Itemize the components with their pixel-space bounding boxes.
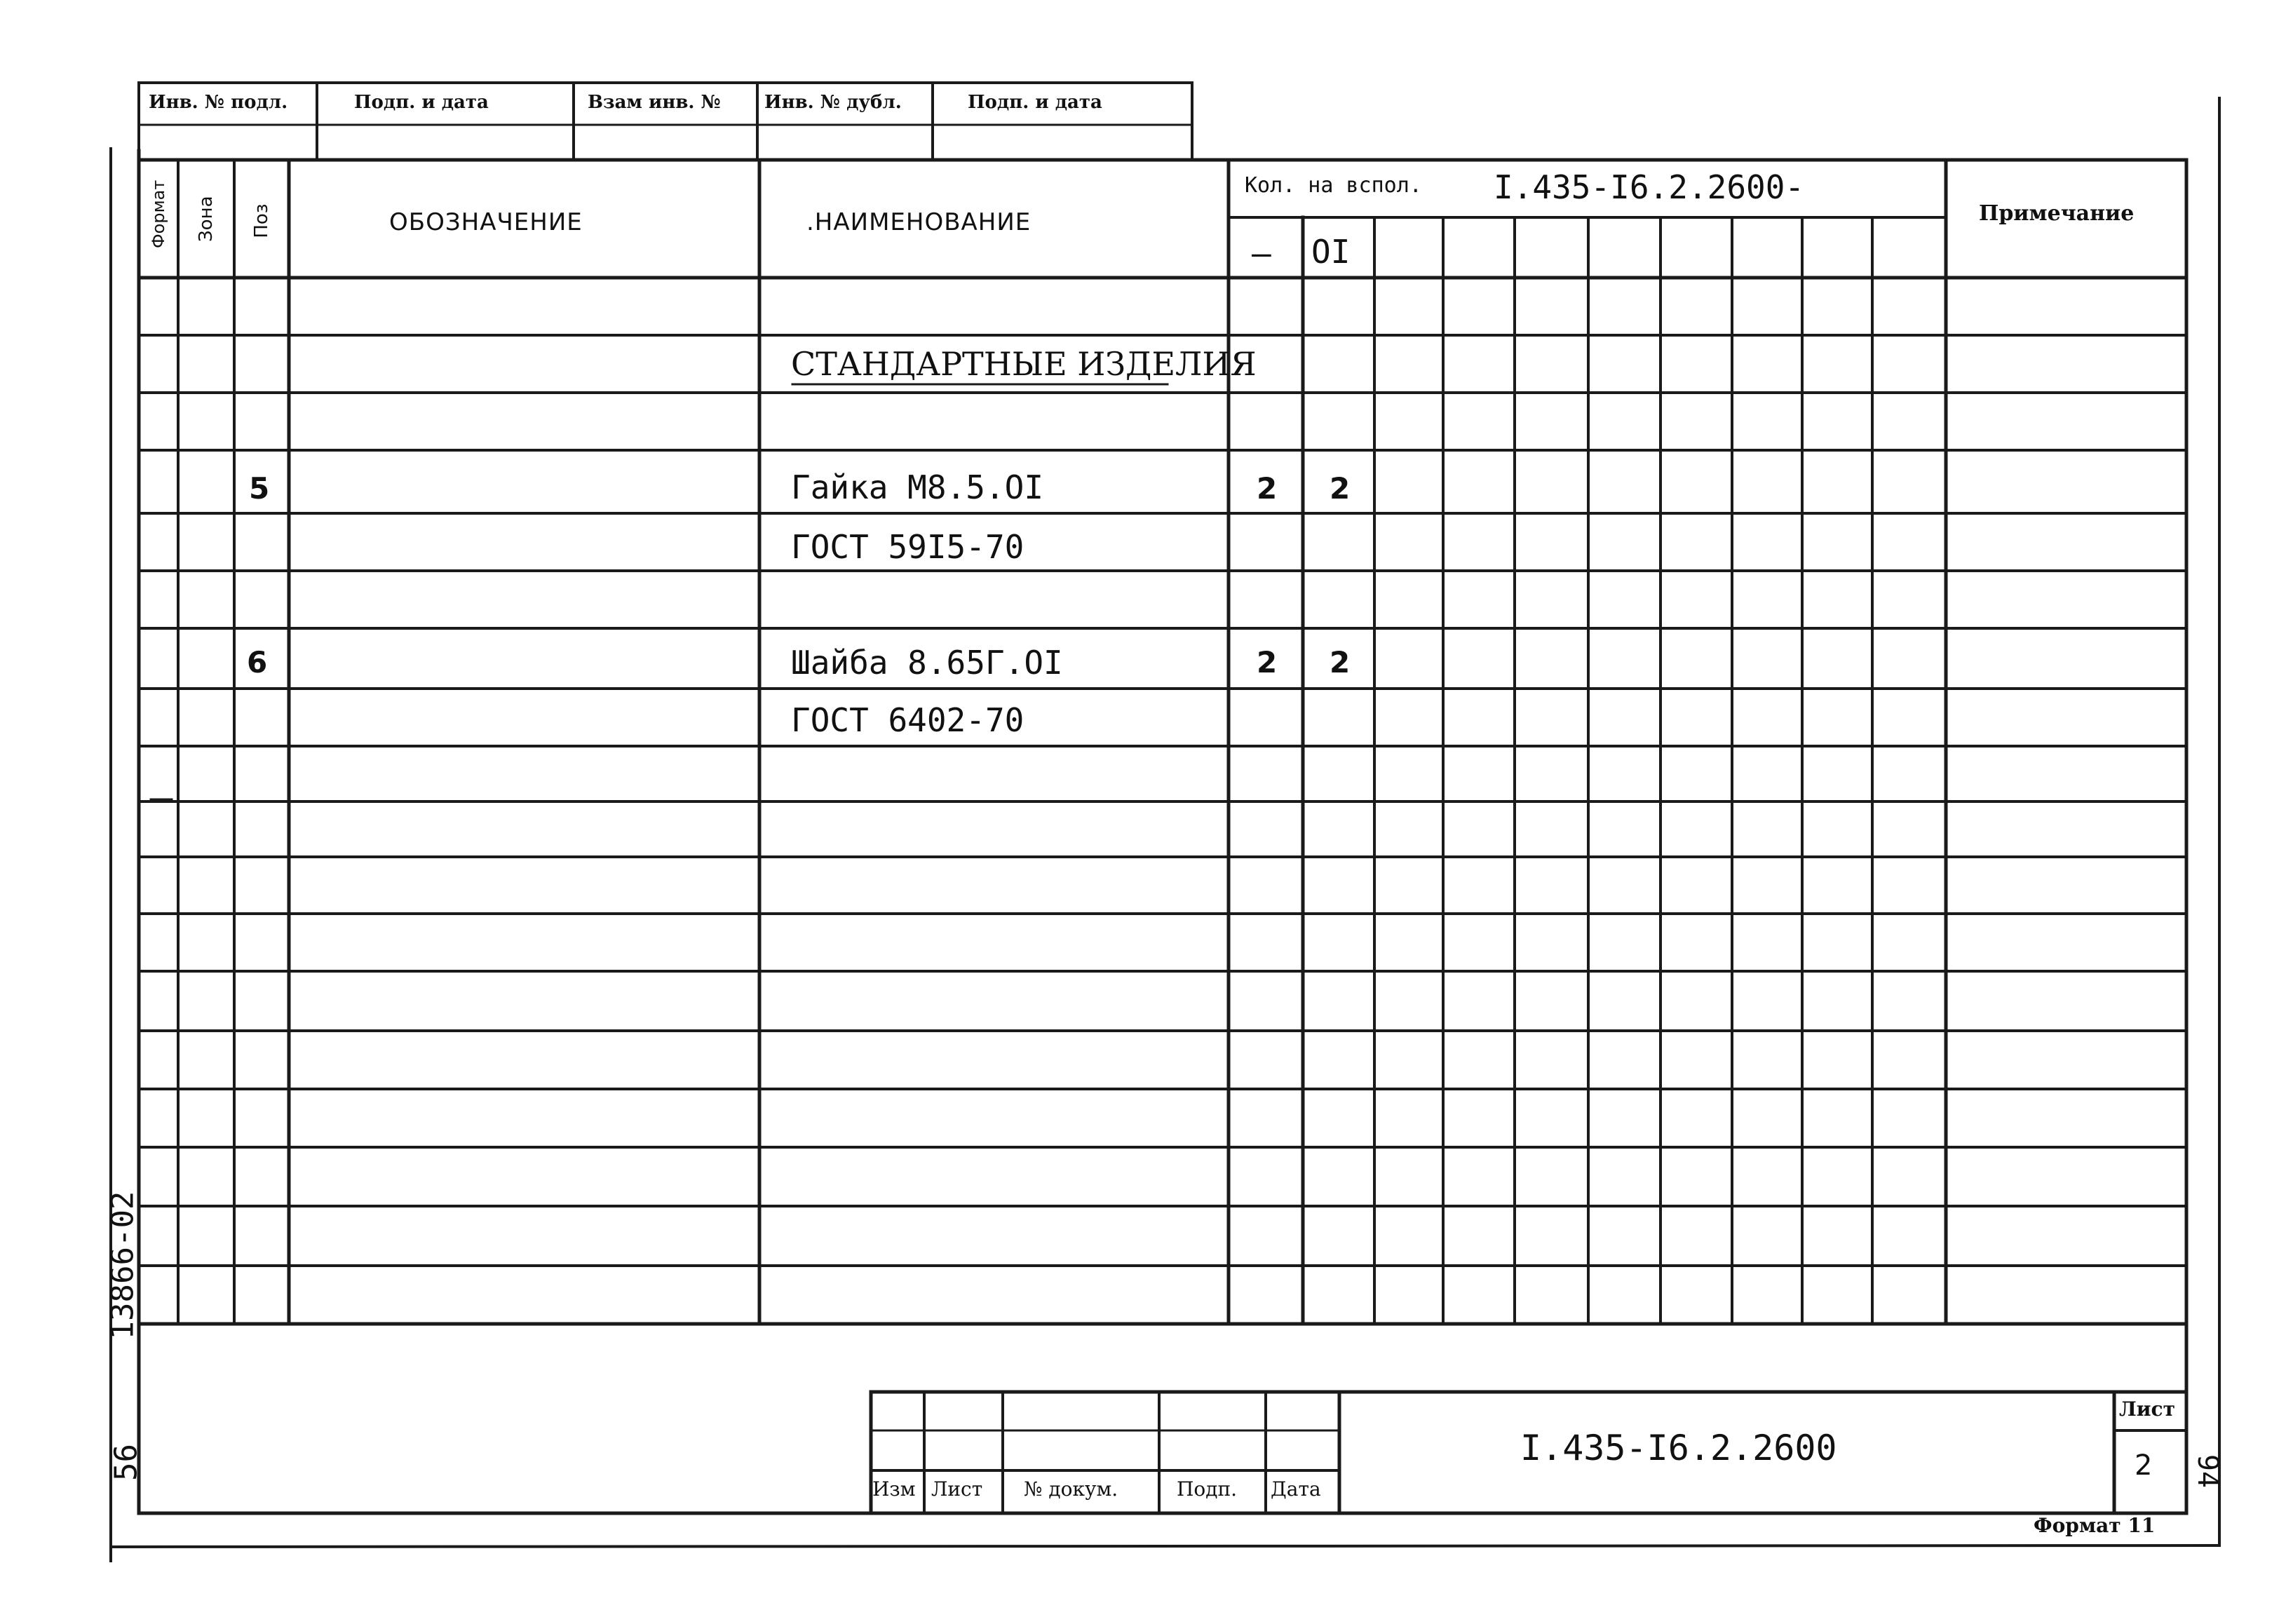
header-designation: ОБОЗНАЧЕНИЕ <box>389 208 583 236</box>
item6-qty-1: 2 <box>1257 645 1278 679</box>
header-format: Формат <box>149 180 168 248</box>
stamp-inv-podl: Инв. № подл. <box>149 92 288 113</box>
stamp-podp-data-2: Подп. и дата <box>968 92 1102 113</box>
item6-name-line2: ГОСТ 6402-70 <box>791 701 1024 739</box>
item5-qty-1: 2 <box>1257 471 1278 506</box>
margin-right-num: 94 <box>2191 1454 2224 1489</box>
tb-sheet-label: Лист <box>2119 1398 2175 1421</box>
item6-name-line1: Шайба 8.65Г.OI <box>791 644 1063 682</box>
stamp-podp-data-1: Подп. и дата <box>354 92 489 113</box>
tb-label-izm: Изм <box>872 1477 916 1501</box>
tb-label-dokum: № докум. <box>1024 1477 1118 1501</box>
header-pos: Поз <box>251 203 272 238</box>
stamp-inv-dubl: Инв. № дубл. <box>764 92 902 113</box>
item5-name-line2: ГОСТ 59I5-70 <box>791 528 1024 566</box>
header-variant-1: – <box>1252 234 1271 272</box>
tb-label-podp: Подп. <box>1177 1477 1238 1501</box>
item5-pos: 5 <box>249 471 270 506</box>
item5-name-line1: Гайка М8.5.OI <box>791 468 1044 506</box>
header-zone: Зона <box>196 196 217 242</box>
header-doc-code: I.435-I6.2.2600- <box>1494 168 1805 206</box>
tb-doc-number: I.435-I6.2.2600 <box>1520 1428 1837 1468</box>
tb-sheet-number: 2 <box>2135 1449 2153 1482</box>
header-name: .НАИМЕНОВАНИЕ <box>806 208 1032 236</box>
item5-qty-2: 2 <box>1330 471 1351 506</box>
section-title: СТАНДАРТНЫЕ ИЗДЕЛИЯ <box>791 345 1257 383</box>
item6-qty-2: 2 <box>1330 645 1351 679</box>
stamp-vzam-inv: Взам инв. № <box>588 92 721 113</box>
header-note: Примечание <box>1979 201 2135 226</box>
item6-pos: 6 <box>247 645 268 679</box>
tb-label-data: Дата <box>1271 1477 1321 1501</box>
footer-format: Формат 11 <box>2034 1514 2156 1537</box>
tb-label-list: Лист <box>931 1477 983 1501</box>
margin-left-code: 13866-02 <box>104 1191 141 1340</box>
margin-left-num: 56 <box>108 1444 144 1481</box>
header-qty-label: Кол. на вспол. <box>1245 173 1422 198</box>
header-variant-2: OI <box>1311 233 1351 271</box>
